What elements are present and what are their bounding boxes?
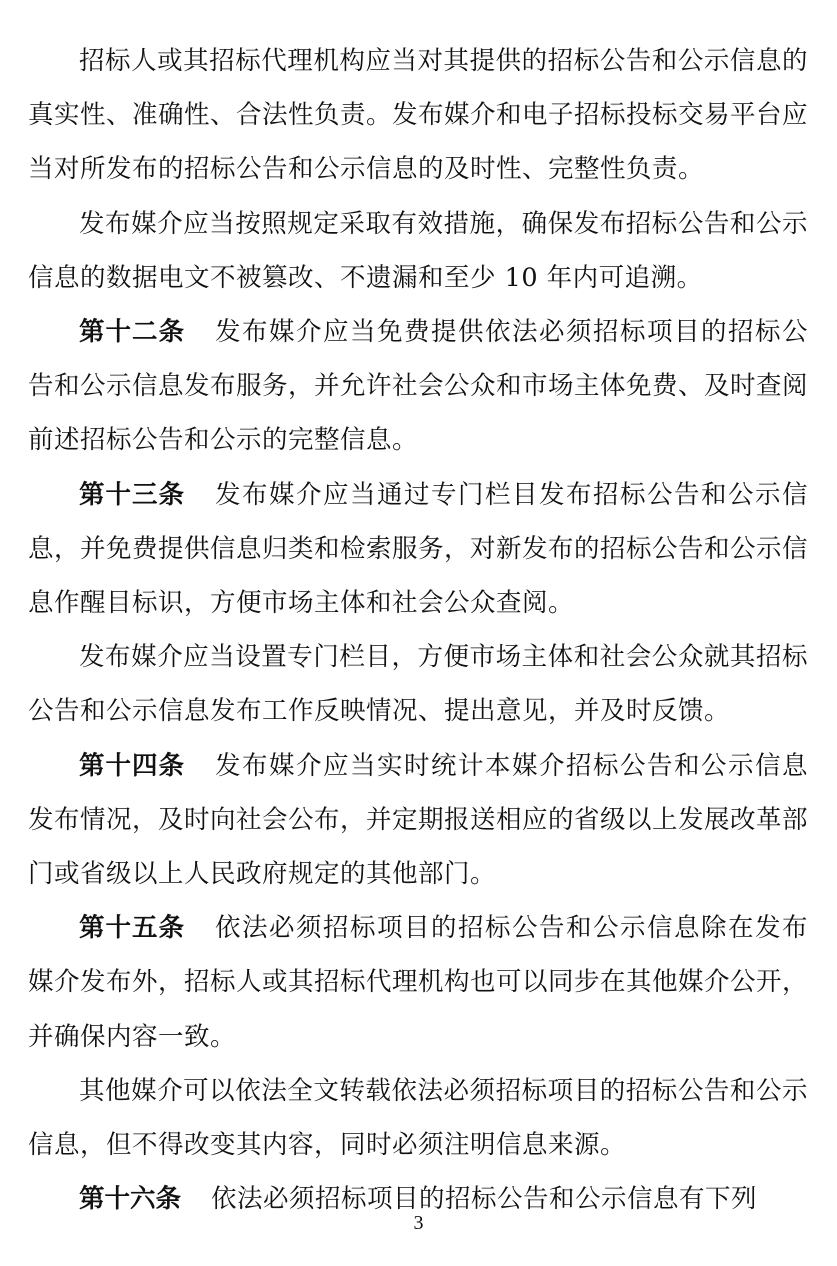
paragraph-text: 依法必须招标项目的招标公告和公示信息除在发布媒介发布外，招标人或其招标代理机构也可以同步在其他媒介公开，并确保内容一致。: [28, 913, 809, 1052]
paragraph-text: 依法必须招标项目的招标公告和公示信息有下列: [211, 1184, 758, 1215]
article-12: [28, 305, 808, 468]
paragraph-text: 发布媒介应当设置专门栏目，方便市场主体和社会公众就其招标公告和公示信息发布工作反映情况、提出意见，并及时反馈。: [28, 642, 808, 727]
paragraph-text: 发布媒介应当通过专门栏目发布招标公告和公示信息，并免费提供信息归类和检索服务，对新发布的招标公告和公示信息作醒目标识，方便市场主体和社会公众查阅。: [28, 479, 809, 619]
article-15: [28, 901, 808, 1064]
paragraph-text: 发布媒介应当实时统计本媒介招标公告和公示信息发布情况，及时向社会公布，并定期报送相应的省级以上发展改革部门或省级以上人民政府规定的其他部门。: [28, 750, 809, 890]
article-number: 第十二条: [79, 317, 185, 348]
paragraph-text: 发布媒介应当按照规定采取有效措施，确保发布招标公告和公示信息的数据电文不被篡改、不遗漏和至少 10 年内可追溯。: [28, 208, 808, 293]
paragraph: [28, 630, 808, 738]
article-number: 第十三条: [79, 479, 185, 510]
article-14: [28, 739, 808, 902]
document-body: [28, 34, 808, 1226]
article-13: [28, 468, 808, 631]
paragraph-text: 招标人或其招标代理机构应当对其提供的招标公告和公示信息的真实性、准确性、合法性负责。发布媒介和电子招标投标交易平台应当对所发布的招标公告和公示信息的及时性、完整性负责。: [28, 46, 809, 185]
paragraph-text: 其他媒介可以依法全文转载依法必须招标项目的招标公告和公示信息，但不得改变其内容，同时必须注明信息来源。: [28, 1075, 808, 1161]
paragraph-text: 发布媒介应当免费提供依法必须招标项目的招标公告和公示信息发布服务，并允许社会公众和市场主体免费、及时查阅前述招标公告和公示的完整信息。: [28, 317, 809, 456]
paragraph: [28, 34, 808, 197]
article-number: 第十五条: [79, 913, 185, 944]
paragraph: [28, 197, 808, 305]
article-number: 第十四条: [79, 750, 185, 781]
article-number: 第十六条: [79, 1184, 182, 1215]
paragraph: [28, 1064, 808, 1172]
page-number: 3: [413, 1212, 424, 1234]
